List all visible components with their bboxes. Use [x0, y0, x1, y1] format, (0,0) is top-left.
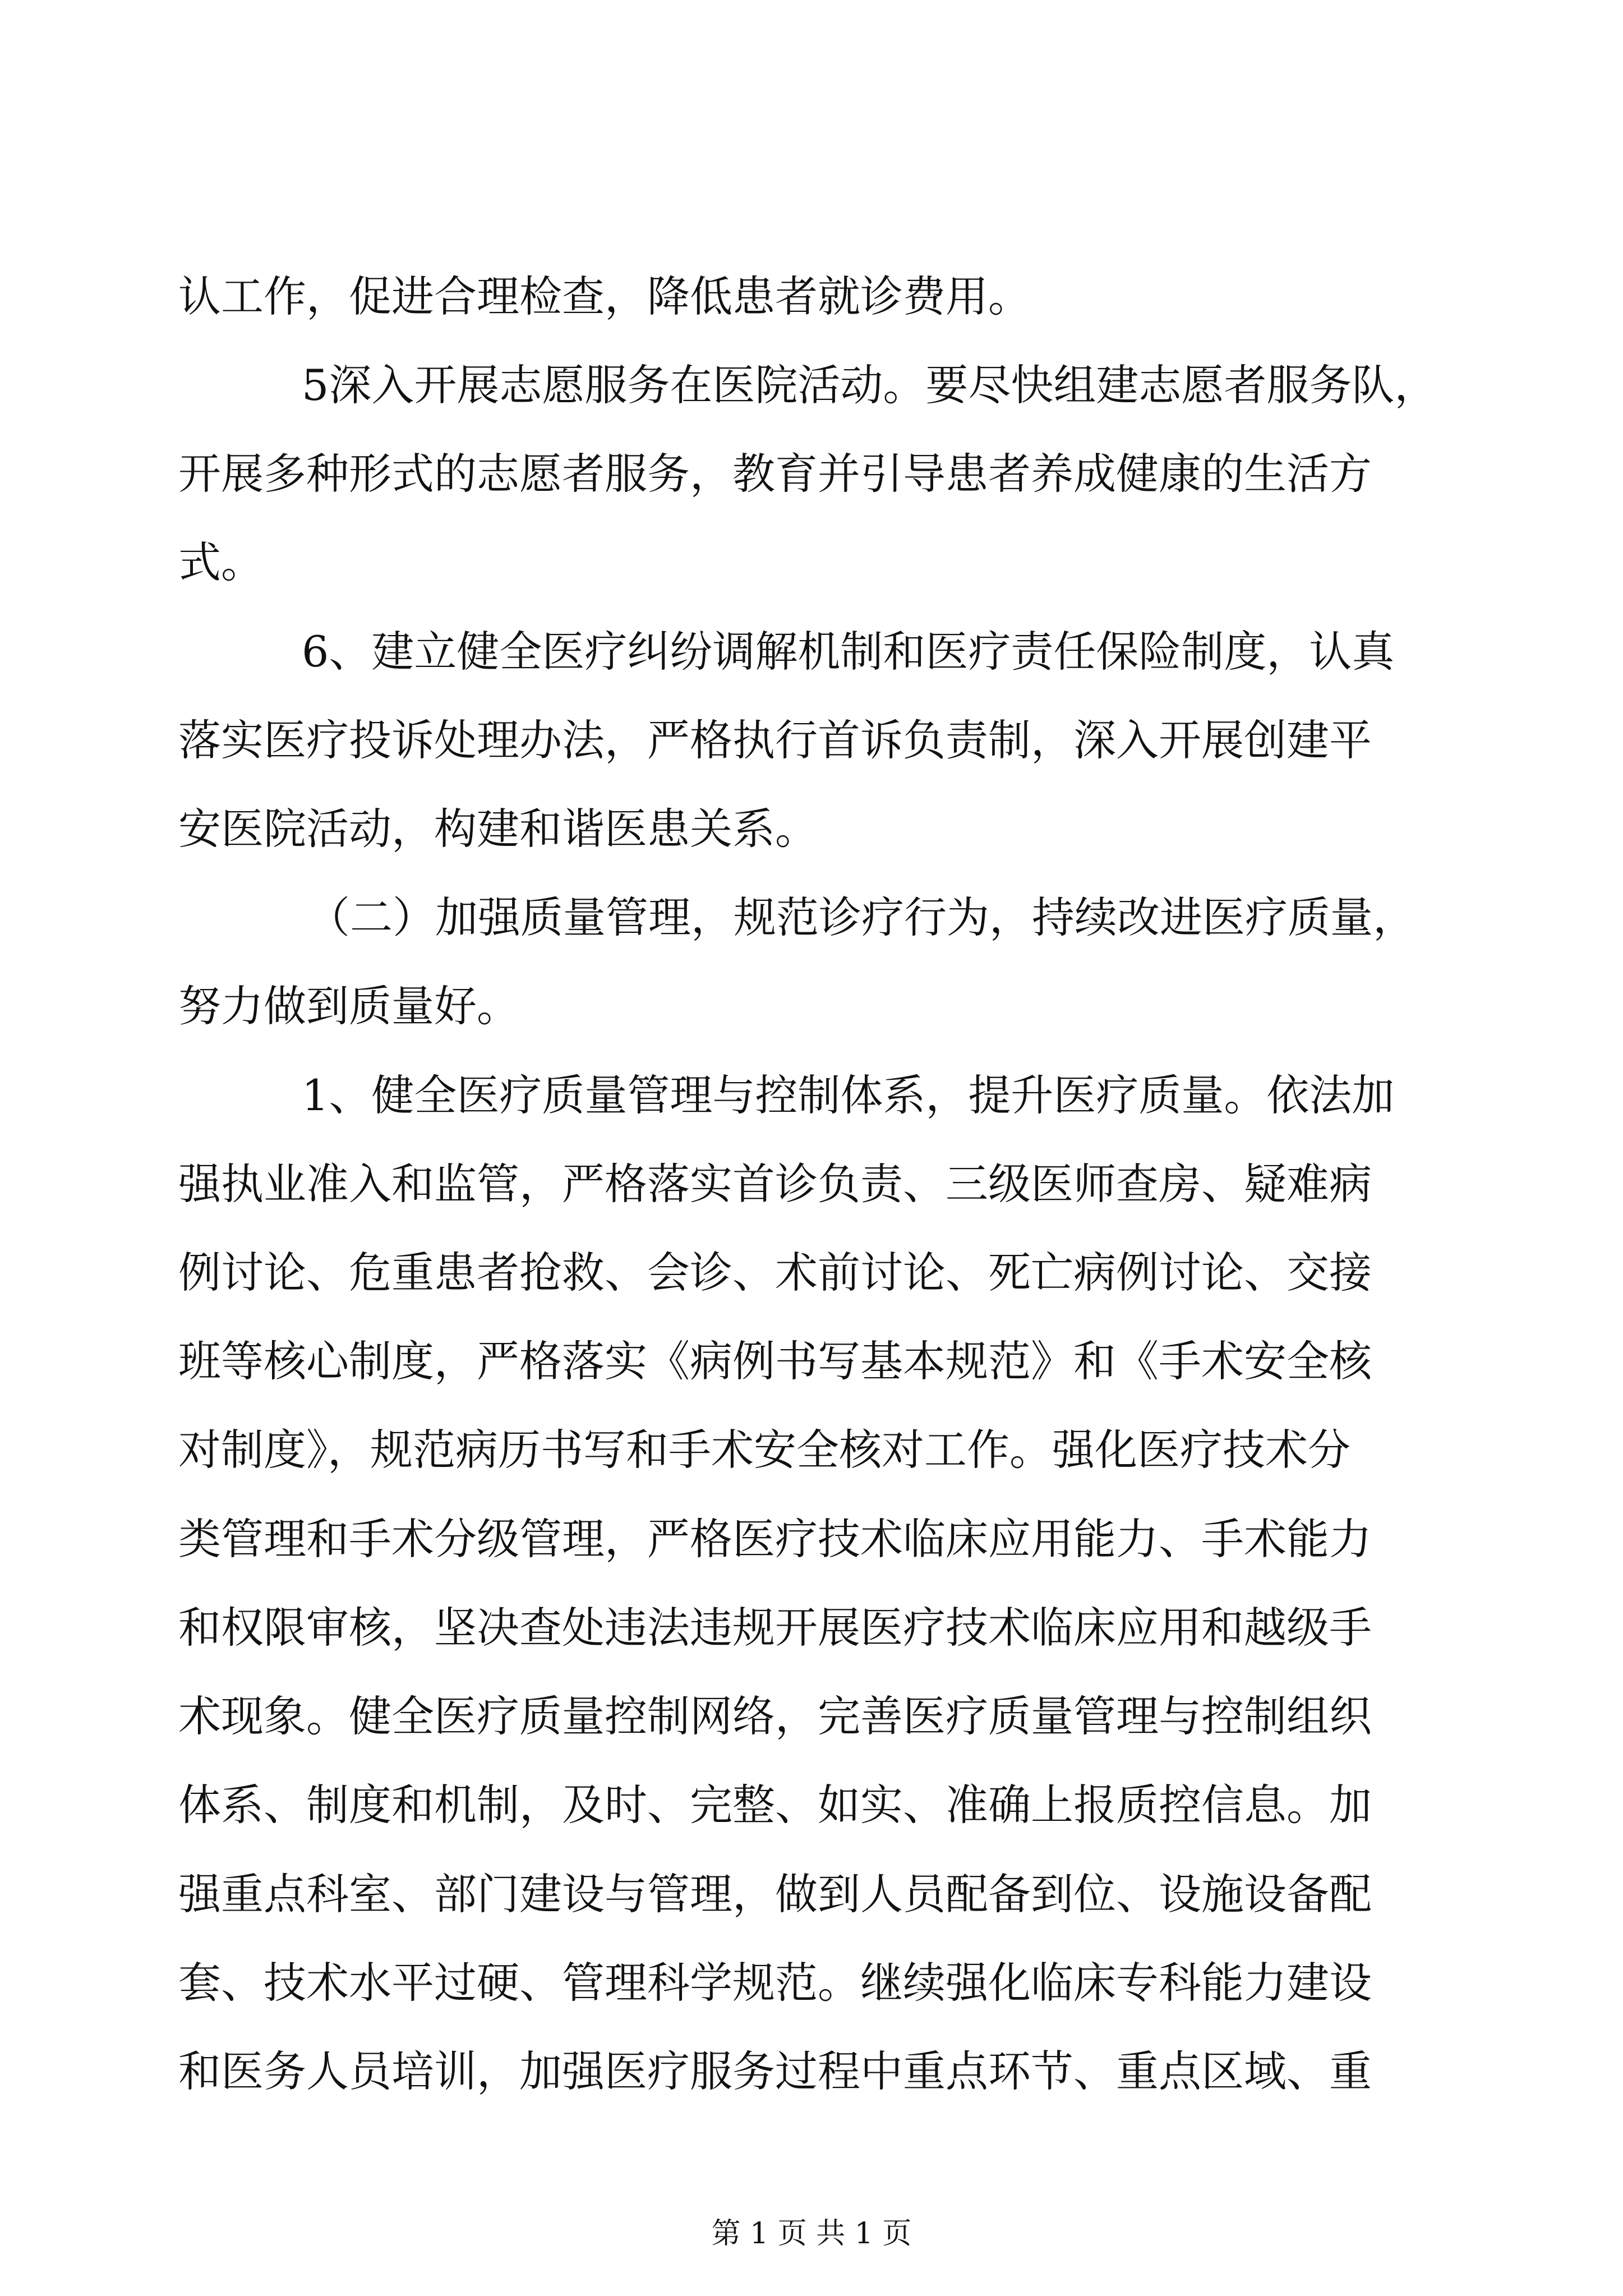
text-line-13: 班等核心制度，严格落实《病例书写基本规范》和《手术安全核 [178, 1336, 1372, 1386]
text-line-6: 落实医疗投诉处理办法，严格执行首诉负责制，深入开展创建平 [178, 715, 1372, 765]
text-line-14: 对制度》，规范病历书写和手术安全核对工作。强化医疗技术分 [178, 1425, 1350, 1475]
text-line-21: 和医务人员培训，加强医疗服务过程中重点环节、重点区域、重 [178, 2046, 1372, 2096]
text-line-18: 体系、制度和机制，及时、完整、如实、准确上报质控信息。加 [178, 1780, 1372, 1830]
text-line-4: 式。 [178, 537, 264, 587]
text-line-11: 强执业准入和监管，严格落实首诊负责、三级医师查房、疑难病 [178, 1159, 1372, 1209]
text-line-20: 套、技术水平过硬、管理科学规范。继续强化临床专科能力建设 [178, 1958, 1372, 2008]
text-line-17: 术现象。健全医疗质量控制网络，完善医疗质量管理与控制组织 [178, 1691, 1372, 1741]
text-line-10: 1、健全医疗质量管理与控制体系，提升医疗质量。依法加 [302, 1070, 1395, 1120]
text-line-9: 努力做到质量好。 [178, 981, 519, 1031]
text-line-19: 强重点科室、部门建设与管理，做到人员配备到位、设施设备配 [178, 1869, 1372, 1919]
text-line-1: 认工作，促进合理检查，降低患者就诊费用。 [178, 272, 1031, 321]
text-line-12: 例讨论、危重患者抢救、会诊、术前讨论、死亡病例讨论、交接 [178, 1248, 1372, 1297]
page-footer: 第 1 页 共 1 页 [711, 2217, 912, 2251]
text-line-7: 安医院活动，构建和谐医患关系。 [178, 804, 818, 854]
text-line-15: 类管理和手术分级管理，严格医疗技术临床应用能力、手术能力 [178, 1514, 1372, 1564]
text-line-16: 和权限审核，坚决查处违法违规开展医疗技术临床应用和越级手 [178, 1603, 1372, 1653]
text-line-5: 6、建立健全医疗纠纷调解机制和医疗责任保险制度，认真 [302, 627, 1395, 677]
text-line-3: 开展多种形式的志愿者服务，教育并引导患者养成健康的生活方 [178, 449, 1372, 499]
text-line-2: 5深入开展志愿服务在医院活动。要尽快组建志愿者服务队， [302, 360, 1437, 410]
text-line-8: （二）加强质量管理，规范诊疗行为，持续改进医疗质量， [307, 892, 1415, 942]
